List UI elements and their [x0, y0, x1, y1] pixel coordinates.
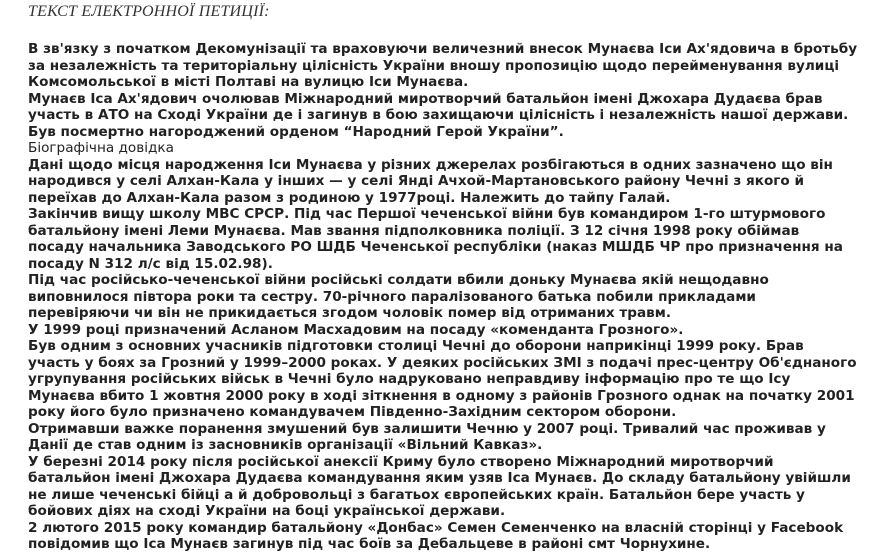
paragraph-denmark: Отримавши важке поранення змушений був залишити Чечню у 2007 році. Тривалий час проживав у Данії де став одним із засновників організації «Вільний Кавказ». — [28, 420, 826, 453]
paragraph-defense: Був одним з основних учасників підготовки столиці Чечні до оборони наприкінці 1999 року. Брав участь у боях за Грозний у 1999–2000 роках. У деяких російських ЗМІ з подачі прес-центру Об'єднаного угрупування російських військ в Чечні було надруковано неправдиву інформацію про те що Ісу Мунаєва вбито 1 жовтня 2000 року в ході зіткнення в одному з районів Грозного однак на початку 2001 року його було призначено командувачем Південно-Західним сектором оборони. — [28, 338, 857, 420]
paragraph-battalion: У березні 2014 року після російської анексії Криму було створено Міжнародний миротворчий батальйон імені Джохара Дудаєва командування яким узяв Іса Мунаєв. До складу батальйону увійшли не лише чеченські бійці а й добровольці з багатьох європейських країн. Батальйон бере участь у бойових діях на сході України на боці української держави. — [28, 453, 851, 519]
paragraph-family: Під час російсько-чеченської війни російські солдати вбили доньку Мунаєва якій нещодавно виповнилося півтора роки та сестру. 70-річного паралізованого батька побили прикладами перевіряючи чи він не прикидається згодом чоловік помер від отриманих травм. — [28, 272, 769, 321]
petition-text — [28, 41, 858, 553]
paragraph-proposal: В зв'язку з початком Декомунізації та враховуючи величезний внесок Мунаєва Іси Ах'ядовича в бротьбу за незалежність та територіальну цілісність України вношу пропозицію щодо перейменування вулиці Комсомольської в місті Полтаві на вулицю Іси Мунаєва. — [28, 41, 858, 90]
paragraph-birthplace: Дані щодо місця народження Іси Мунаєва у різних джерелах розбігаються в одних зазначено що він народився у селі Алхан-Кала у інших — у селі Янді Ачхой-Мартановського району Чечні з якого й переїхав до Алхан-Кала разом з родиною у 1977році. Належить до тайпу Галай. — [28, 156, 833, 206]
biography-heading: Біографічна довідка — [28, 140, 174, 156]
paragraph-commandant: У 1999 році призначений Асланом Масхадовим на посаду «коменданта Грозного». — [28, 321, 684, 338]
paragraph-death: 2 лютого 2015 року командир батальйону «Донбас» Семен Семенченко на власній сторінці у Facebook повідомив що Іса Мунаєв загинув під час боїв за Дебальцеве в районі смт Чорнухине. — [28, 519, 844, 552]
paragraph-summary: Мунаєв Іса Ах'ядович очолював Міжнародний миротворчий батальйон імені Джохара Дудаєва брав участь в АТО на Сході України де і загинув в бою захищаючи цілісність і незалежність нашої держави. Був посмертно нагороджений орденом “Народний Герой України”. — [28, 90, 849, 140]
paragraph-education: Закінчив вищу школу МВС СРСР. Під час Першої чеченської війни був командиром 1-го штурмового батальйону імені Леми Мунаєва. Мав звання підполковника поліції. З 12 січня 1998 року обіймав посаду начальника Заводського РО ШДБ Чеченської республіки (наказ МШДБ ЧР про призначення на посаду N 312 л/с від 15.02.98). — [28, 206, 843, 272]
petition-heading: ТЕКСТ ЕЛЕКТРОННОЇ ПЕТИЦІЇ: — [28, 3, 270, 20]
